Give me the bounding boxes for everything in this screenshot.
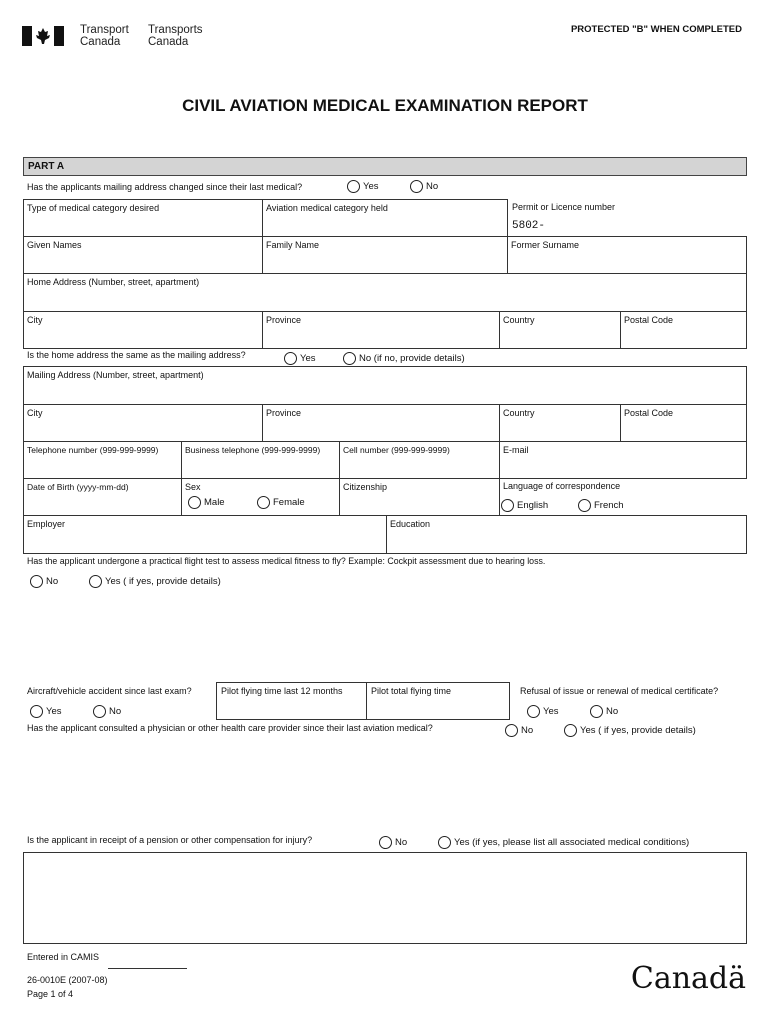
radio-icon [30, 575, 43, 588]
field-label: Mailing Address (Number, street, apartment) [27, 370, 204, 380]
field-business-telephone[interactable] [181, 441, 340, 479]
radio-icon [347, 180, 360, 193]
field-home-city[interactable] [23, 311, 263, 349]
field-home-country[interactable] [499, 311, 621, 349]
field-label: City [27, 408, 43, 418]
form-number: 26-0010E (2007-08) [27, 975, 108, 985]
field-given-names[interactable] [23, 236, 263, 274]
question-home-same: Is the home address the same as the mailing address? [27, 350, 246, 360]
field-permit-number[interactable] [507, 199, 747, 237]
pension-no[interactable] [379, 836, 407, 849]
radio-icon [438, 836, 451, 849]
field-label: Pilot flying time last 12 months [221, 686, 343, 696]
option-label: No [426, 181, 439, 192]
radio-icon [93, 705, 106, 718]
option-label: No [521, 725, 534, 736]
field-mailing-province[interactable] [262, 404, 500, 442]
radio-icon [284, 352, 297, 365]
field-category-held[interactable] [262, 199, 508, 237]
option-label: No [109, 706, 122, 717]
radio-icon [410, 180, 423, 193]
field-label: Postal Code [624, 408, 674, 418]
entered-in-camis: Entered in CAMIS [27, 952, 100, 962]
field-education[interactable] [386, 515, 747, 554]
field-family-name[interactable] [262, 236, 508, 274]
question-refusal: Refusal of issue or renewal of medical certificate? [520, 686, 719, 696]
field-label: Permit or Licence number [512, 202, 616, 212]
field-pilot-total-time[interactable] [366, 682, 510, 720]
question-consulted: Has the applicant consulted a physician or other health care provider since their last aviation medical? [27, 723, 433, 733]
field-label: Employer [27, 519, 66, 529]
radio-icon [89, 575, 102, 588]
pension-yes[interactable] [438, 836, 689, 849]
home-same-no[interactable] [343, 352, 465, 365]
question-accident: Aircraft/vehicle accident since last exam? [27, 686, 192, 696]
field-citizenship[interactable] [339, 478, 500, 516]
language-french[interactable] [578, 499, 624, 512]
field-label: Type of medical category desired [27, 203, 160, 213]
field-home-province[interactable] [262, 311, 500, 349]
field-former-surname[interactable] [507, 236, 747, 274]
field-sex [181, 478, 340, 516]
field-label: Language of correspondence [503, 481, 621, 491]
canada-wordmark: Canadä [630, 961, 746, 996]
flight-test-no[interactable] [30, 575, 58, 588]
option-label: Yes (if yes, please list all associated medical conditions) [454, 837, 690, 848]
field-label: Given Names [27, 240, 82, 250]
field-telephone[interactable] [23, 441, 182, 479]
field-mailing-postal[interactable] [620, 404, 747, 442]
camis-line [108, 968, 187, 969]
field-home-postal[interactable] [620, 311, 747, 349]
mailing-changed-yes[interactable] [347, 180, 379, 193]
field-label: Date of Birth (yyyy-mm-dd) [27, 482, 129, 492]
consulted-yes[interactable] [564, 724, 696, 737]
mailing-changed-no[interactable] [410, 180, 438, 193]
radio-icon [564, 724, 577, 737]
field-mailing-address[interactable] [23, 366, 747, 405]
option-label: No [606, 706, 619, 717]
field-label: Postal Code [624, 315, 674, 325]
field-email[interactable] [499, 441, 747, 479]
radio-icon [257, 496, 270, 509]
dept-name-en-1: Transport [80, 24, 129, 36]
option-label: Yes [46, 706, 62, 717]
field-label: City [27, 315, 43, 325]
consulted-no[interactable] [505, 724, 533, 737]
accident-no[interactable] [93, 705, 121, 718]
option-label: No (if no, provide details) [359, 353, 465, 364]
option-label: Yes [300, 353, 316, 364]
part-a-header [23, 157, 747, 176]
page-title: CIVIL AVIATION MEDICAL EXAMINATION REPORT [182, 96, 588, 115]
option-label: Yes ( if yes, provide details) [105, 576, 221, 587]
field-mailing-country[interactable] [499, 404, 621, 442]
canada-flag-logo [22, 26, 64, 46]
page-number: Page 1 of 4 [27, 989, 74, 999]
radio-icon [527, 705, 540, 718]
radio-icon [501, 499, 514, 512]
field-category-desired[interactable] [23, 199, 263, 237]
dept-name-fr-2: Canada [148, 36, 189, 48]
sex-male[interactable] [188, 496, 225, 509]
field-label: Citizenship [343, 482, 388, 492]
field-mailing-city[interactable] [23, 404, 263, 442]
language-english[interactable] [501, 499, 548, 512]
field-label: Business telephone (999-999-9999) [185, 445, 321, 455]
field-label: Telephone number (999-999-9999) [27, 445, 159, 455]
refusal-no[interactable] [590, 705, 618, 718]
option-label: No [395, 837, 408, 848]
field-label: Sex [185, 482, 201, 492]
radio-icon [578, 499, 591, 512]
option-label: Female [273, 497, 305, 508]
field-label: Cell number (999-999-9999) [343, 445, 450, 455]
field-label: E-mail [503, 445, 529, 455]
field-label: Pilot total flying time [371, 686, 452, 696]
radio-icon [30, 705, 43, 718]
field-label: Province [266, 408, 302, 418]
option-label: Yes ( if yes, provide details) [580, 725, 696, 736]
option-label: French [594, 500, 624, 511]
field-label: Aviation medical category held [266, 203, 388, 213]
permit-value: 5802- [512, 220, 546, 232]
part-a-label: PART A [28, 161, 65, 172]
field-cell-number[interactable] [339, 441, 500, 479]
option-label: No [46, 576, 59, 587]
field-label: Home Address (Number, street, apartment) [27, 277, 200, 287]
dept-name-fr-1: Transports [148, 24, 203, 36]
field-label: Province [266, 315, 302, 325]
radio-icon [505, 724, 518, 737]
radio-icon [343, 352, 356, 365]
pension-details-box[interactable] [23, 852, 747, 944]
field-label: Former Surname [511, 240, 580, 250]
field-pilot-time-12-months[interactable] [216, 682, 367, 720]
home-same-yes[interactable] [284, 352, 316, 365]
option-label: Yes [363, 181, 379, 192]
flight-test-yes[interactable] [89, 575, 221, 588]
option-label: English [517, 500, 549, 511]
question-mailing-changed: Has the applicants mailing address changed since their last medical? [27, 182, 303, 192]
question-flight-test: Has the applicant undergone a practical flight test to assess medical fitness to fly? Example: Cockpit assessment due to hearing loss. [27, 556, 546, 566]
field-label: Country [503, 408, 535, 418]
field-home-address[interactable] [23, 273, 747, 312]
protected-notice: PROTECTED "B" WHEN COMPLETED [570, 24, 742, 35]
question-pension: Is the applicant in receipt of a pension or other compensation for injury? [27, 835, 313, 845]
dept-name-en-2: Canada [80, 36, 121, 48]
radio-icon [379, 836, 392, 849]
option-label: Male [204, 497, 225, 508]
field-employer[interactable] [23, 515, 387, 554]
refusal-yes[interactable] [527, 705, 559, 718]
field-label: Education [390, 519, 431, 529]
field-language [499, 478, 747, 516]
radio-icon [590, 705, 603, 718]
field-date-of-birth[interactable] [23, 478, 182, 516]
accident-yes[interactable] [30, 705, 62, 718]
field-label: Country [503, 315, 535, 325]
sex-female[interactable] [257, 496, 305, 509]
option-label: Yes [543, 706, 559, 717]
field-label: Family Name [266, 240, 320, 250]
radio-icon [188, 496, 201, 509]
